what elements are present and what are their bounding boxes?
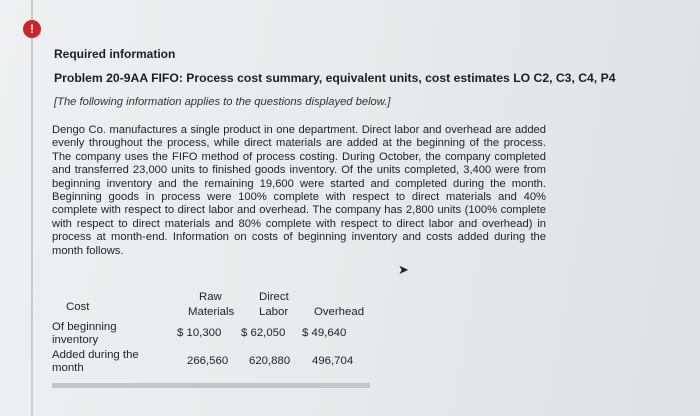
left-divider xyxy=(31,0,33,416)
header-direct-line2: Labor xyxy=(259,306,289,318)
row-label-added-during-month: Added during the month xyxy=(52,349,139,374)
cell-added-overhead: 496,704 xyxy=(312,355,354,367)
header-raw-line1: Raw xyxy=(199,291,222,303)
table-bottom-border xyxy=(52,383,370,388)
header-cost: Cost xyxy=(66,301,90,313)
header-overhead: Overhead xyxy=(314,306,365,318)
problem-title: Problem 20-9AA FIFO: Process cost summary, equivalent units, cost estimates LO C2, C3, C4, P4 xyxy=(54,71,616,85)
required-information-heading: Required information xyxy=(54,47,176,61)
problem-description: Dengo Co. manufactures a single product in one department. Direct labor and overhead are added evenly throughout the process, while direct materials are added at the beginning of the process. The company uses the FIFO method of process costing. During October, the company completed and transferred 23,000 units to finished goods inventory. Of the units completed, 3,400 were from beginning inventory and the remaining 19,600 were started and completed during the month. Beginning goods in process were 100% complete with respect to direct materials and 40% complete with respect to direct labor and overhead. The company has 2,800 units (100% complete with respect to direct materials and 80% complete with respect to direct labor and overhead) in process at month-end. Information on costs of beginning inventory and costs added during the month follows. xyxy=(52,124,546,257)
mouse-cursor-icon: ➤ xyxy=(398,262,409,277)
header-raw-line2: Materials xyxy=(188,306,235,318)
cell-beginning-overhead: $ 49,640 xyxy=(302,327,347,339)
cell-added-raw: 266,560 xyxy=(187,355,229,367)
cell-added-labor: 620,880 xyxy=(249,355,291,367)
cell-beginning-raw: $ 10,300 xyxy=(177,327,222,339)
header-direct-line1: Direct xyxy=(259,291,289,303)
alert-icon: ! xyxy=(23,20,41,38)
cell-beginning-labor: $ 62,050 xyxy=(241,327,286,339)
instructions-note: [The following information applies to the questions displayed below.] xyxy=(54,96,391,108)
row-label-beginning-inventory: Of beginning inventory xyxy=(52,321,117,346)
